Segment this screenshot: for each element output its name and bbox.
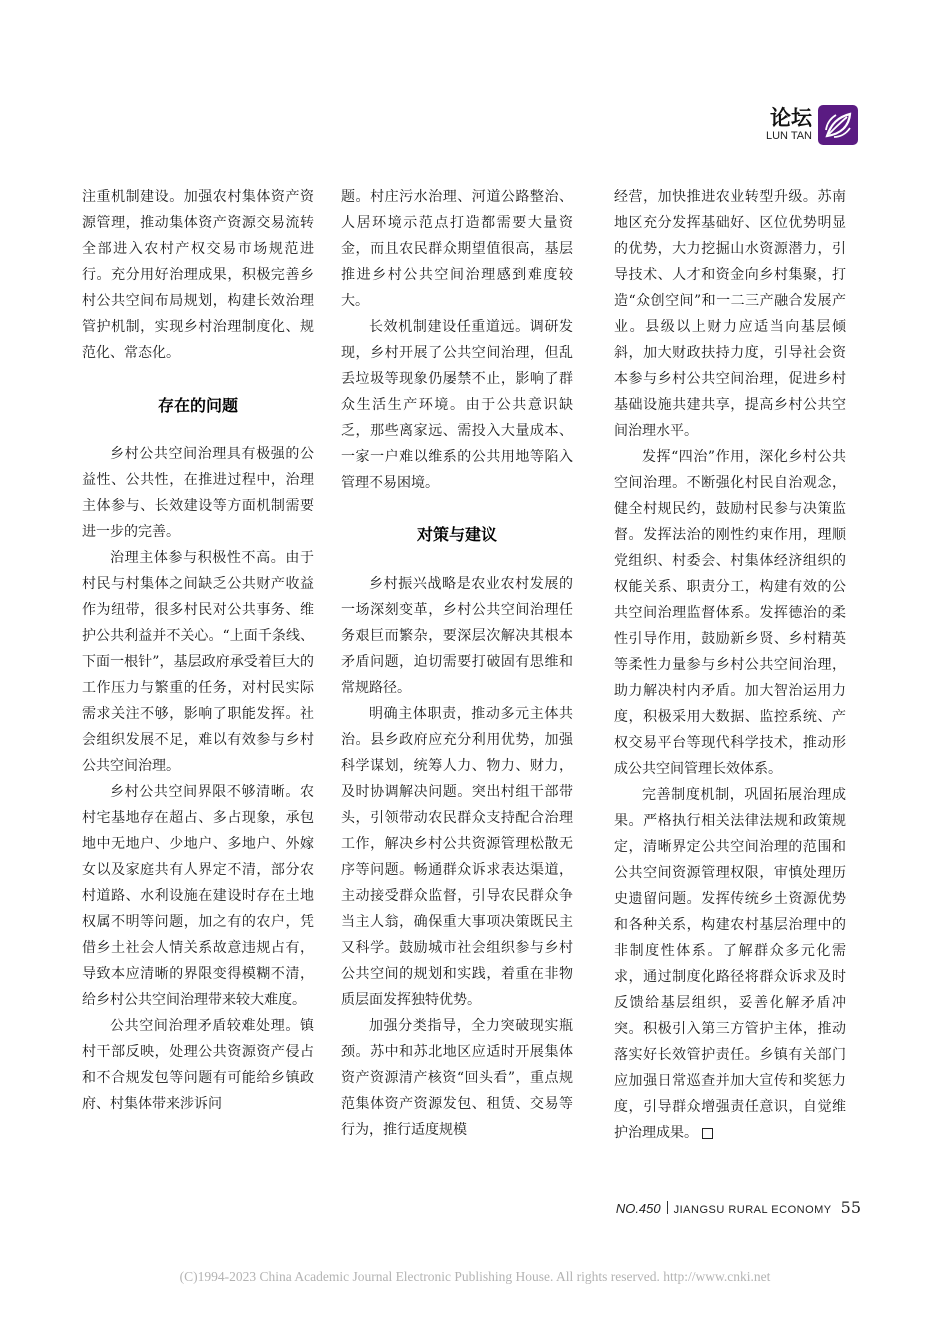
issue-number: NO.450 xyxy=(615,1201,661,1216)
section-title: 论坛 xyxy=(770,106,812,130)
paragraph: 乡村振兴战略是农业农村发展的一场深刻变革，乡村公共空间治理任务艰巨而繁杂，要深层次解决其根本矛盾问题，迫切需要打破固有思维和常规路径。 xyxy=(341,576,573,696)
section-heading-suggestions: 对策与建议 xyxy=(416,525,497,544)
section-title-block xyxy=(766,107,812,143)
paragraph: 发挥“四治”作用，深化乡村公共空间治理。不断强化村民自治观念，健全村规民约，鼓励村民参与决策监督。发挥法治的刚性约束作用，理顺党组织、村委会、村集体经济组织的权能关系、职责分工，构建有效的公共空间治理监督体系。发挥德治的柔性引导作用，鼓励新乡贤、乡村精英等柔性力量参与乡村公共空间治理，助力解决村内矛盾。加大智治运用力度，积极采用大数据、监控系统、产权交易平台等现代科学技术，推动形成公共空间管理长效体系。 xyxy=(614,449,846,777)
footer-divider xyxy=(667,1201,668,1214)
page-footer xyxy=(616,1198,861,1217)
copyright-notice: (C)1994-2023 China Academic Journal Electronic Publishing House. All rights reserved. http://www.cnki.net xyxy=(179,1269,771,1284)
article-column-3 xyxy=(614,184,846,1146)
paragraph: 乡村公共空间治理具有极强的公益性、公共性，在推进过程中，治理主体参与、长效建设等方面机制需要进一步的完善。 xyxy=(82,446,314,540)
paragraph-text: 完善制度机制，巩固拓展治理成果。严格执行相关法律法规和政策规定，清晰界定公共空间治理的范围和公共空间资源管理权限，审慎处理历史遗留问题。发挥传统乡土资源优势和各种关系，构建农村基层治理中的非制度性体系。了解群众多元化需求，通过制度化路径将群众诉求及时反馈给基层组织，妥善化解矛盾冲突。积极引入第三方管护主体，推动落实好长效管护责任。乡镇有关部门应加强日常巡查并加大宣传和奖惩力度，引导群众增强责任意识，自觉维护治理成果。 xyxy=(614,787,846,1141)
paragraph: 公共空间治理矛盾较难处理。镇村干部反映，处理公共资源资产侵占和不合规发包等问题有可能给乡镇政府、村集体带来涉诉问 xyxy=(82,1018,314,1112)
section-subtitle: LUN TAN xyxy=(765,130,812,142)
paragraph: 注重机制建设。加强农村集体资产资源管理，推动集体资产资源交易流转全部进入农村产权交易市场规范进行。充分用好治理成果，积极完善乡村公共空间布局规划，构建长效治理管护机制，实现乡村治理制度化、规范化、常态化。 xyxy=(82,189,314,361)
paragraph: 长效机制建设任重道远。调研发现，乡村开展了公共空间治理，但乱丢垃圾等现象仍屡禁不止，影响了群众生活生产环境。由于公共意识缺乏，那些离家远、需投入大量成本、一家一户难以维系的公共用地等陷入管理不易困境。 xyxy=(341,319,573,491)
leaf-logo-icon xyxy=(818,105,858,145)
paragraph: 治理主体参与积极性不高。由于村民与村集体之间缺乏公共财产收益作为纽带，很多村民对公共事务、维护公共利益并不关心。“上面千条线、下面一根针”，基层政府承受着巨大的工作压力与繁重的任务，对村民实际需求关注不够，影响了职能发挥。社会组织发展不足，难以有效参与乡村公共空间治理。 xyxy=(82,550,314,774)
paragraph: 乡村公共空间界限不够清晰。农村宅基地存在超占、多占现象，承包地中无地户、少地户、多地户、外嫁女以及家庭共有人界定不清，部分农村道路、水利设施在建设时存在土地权属不明等问题，加之有的农户，凭借乡土社会人情关系故意违规占有，导致本应清晰的界限变得模糊不清，给乡村公共空间治理带来较大难度。 xyxy=(82,784,314,1008)
section-header xyxy=(766,105,858,145)
journal-name: JIANGSU RURAL ECONOMY xyxy=(673,1204,832,1216)
paragraph: 加强分类指导，全力突破现实瓶颈。苏中和苏北地区应适时开展集体资产资源清产核资“回头看”，重点规范集体资产资源发包、租赁、交易等行为，推行适度规模 xyxy=(341,1018,573,1138)
article-column-1 xyxy=(82,184,314,1117)
paragraph xyxy=(614,782,846,1146)
paragraph: 经营，加快推进农业转型升级。苏南地区充分发挥基础好、区位优势明显的优势，大力挖掘山水资源潜力，引导技术、人才和资金向乡村集聚，打造“众创空间”和一二三产融合发展产业。县级以上财力应适当向基层倾斜，加大财政扶持力度，引导社会资本参与乡村公共空间治理，促进乡村基础设施共建共享，提高乡村公共空间治理水平。 xyxy=(614,189,846,439)
section-heading-problems: 存在的问题 xyxy=(157,396,238,415)
paragraph: 明确主体职责，推动多元主体共治。县乡政府应充分利用优势，加强科学谋划，统筹人力、物力、财力，及时协调解决问题。突出村组干部带头，引领带动农民群众支持配合治理工作，解决乡村公共资源管理松散无序等问题。畅通群众诉求表达渠道，主动接受群众监督，引导农民群众争当主人翁，确保重大事项决策既民主又科学。鼓励城市社会组织参与乡村公共空间的规划和实践，着重在非物质层面发挥独特优势。 xyxy=(341,706,573,1008)
paragraph: 题。村庄污水治理、河道公路整治、人居环境示范点打造都需要大量资金，而且农民群众期望值很高，基层推进乡村公共空间治理感到难度较大。 xyxy=(341,189,573,309)
article-column-2 xyxy=(341,184,573,1143)
end-of-article-mark-icon xyxy=(702,1128,713,1139)
page-number: 55 xyxy=(840,1198,861,1217)
